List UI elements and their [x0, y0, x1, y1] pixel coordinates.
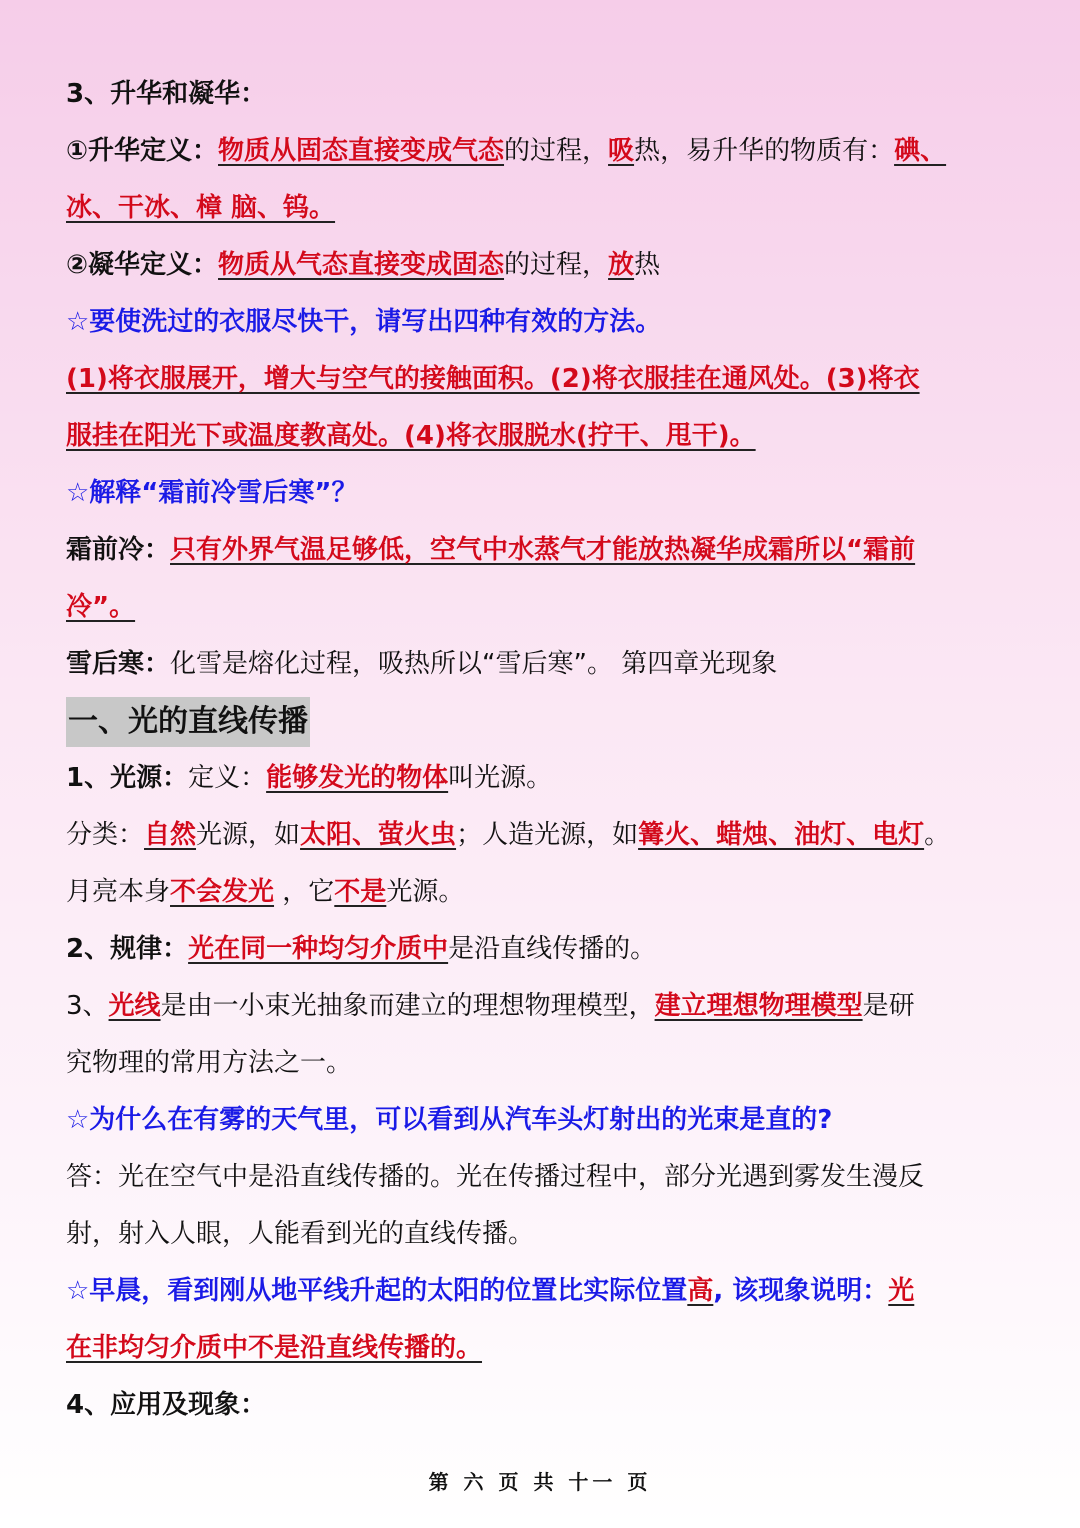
desublimation-definition: ②凝华定义：物质从气态直接变成固态的过程，放热: [66, 250, 661, 280]
answer-frost-1: 霜前冷：只有外界气温足够低，空气中水蒸气才能放热凝华成霜所以“霜前: [66, 535, 916, 565]
moon-note: 月亮本身不会发光 ，它不是光源。: [66, 877, 465, 907]
question-sunrise: ☆早晨，看到刚从地平线升起的太阳的位置比实际位置高, 该现象说明：光: [66, 1276, 915, 1306]
light-ray-model-2: 究物理的常用方法之一。: [66, 1048, 353, 1078]
sublimation-examples: 冰、干冰、樟 脑、钨。: [66, 193, 336, 223]
answer-laundry-2: 服挂在阳光下或温度教高处。(4)将衣服脱水(拧干、甩干)。: [66, 421, 756, 451]
light-source-classification: 分类：自然光源，如太阳、萤火虫；人造光源，如篝火、蜡烛、油灯、电灯。: [66, 820, 951, 850]
section-title: 一、光的直线传播: [66, 697, 310, 747]
document-body: [66, 66, 1026, 1434]
heading-applications: 4、应用及现象：: [66, 1390, 267, 1420]
question-laundry: ☆要使洗过的衣服尽快干，请写出四种有效的方法。: [66, 307, 662, 337]
light-ray-model-1: 3、光线是由一小束光抽象而建立的理想物理模型，建立理想物理模型是研: [66, 991, 915, 1021]
answer-sunrise: 在非均匀介质中不是沿直线传播的。: [66, 1333, 483, 1363]
answer-snow: 雪后寒：化雪是熔化过程，吸热所以“雪后寒”。 第四章光现象: [66, 649, 778, 679]
answer-fog-1: 答：光在空气中是沿直线传播的。光在传播过程中，部分光遇到雾发生漫反: [66, 1162, 925, 1192]
answer-fog-2: 射，射入人眼，人能看到光的直线传播。: [66, 1219, 535, 1249]
answer-frost-2: 冷”。: [66, 592, 136, 622]
answer-laundry-1: (1)将衣服展开，增大与空气的接触面积。(2)将衣服挂在通风处。(3)将衣: [66, 364, 920, 394]
heading-sublimation: 3、升华和凝华：: [66, 79, 267, 109]
light-source-definition: 1、光源：定义：能够发光的物体叫光源。: [66, 763, 553, 793]
section-title-row: [66, 693, 1026, 750]
sublimation-definition: ①升华定义：物质从固态直接变成气态的过程，吸热，易升华的物质有：碘、: [66, 136, 947, 166]
question-fog: ☆为什么在有雾的天气里，可以看到从汽车头灯射出的光束是直的?: [66, 1105, 833, 1135]
propagation-law: 2、规律：光在同一种均匀介质中是沿直线传播的。: [66, 934, 657, 964]
question-frost-snow: ☆解释“霜前冷雪后寒”？: [66, 478, 358, 508]
page-number: 第 六 页 共 十一 页: [428, 1470, 652, 1494]
